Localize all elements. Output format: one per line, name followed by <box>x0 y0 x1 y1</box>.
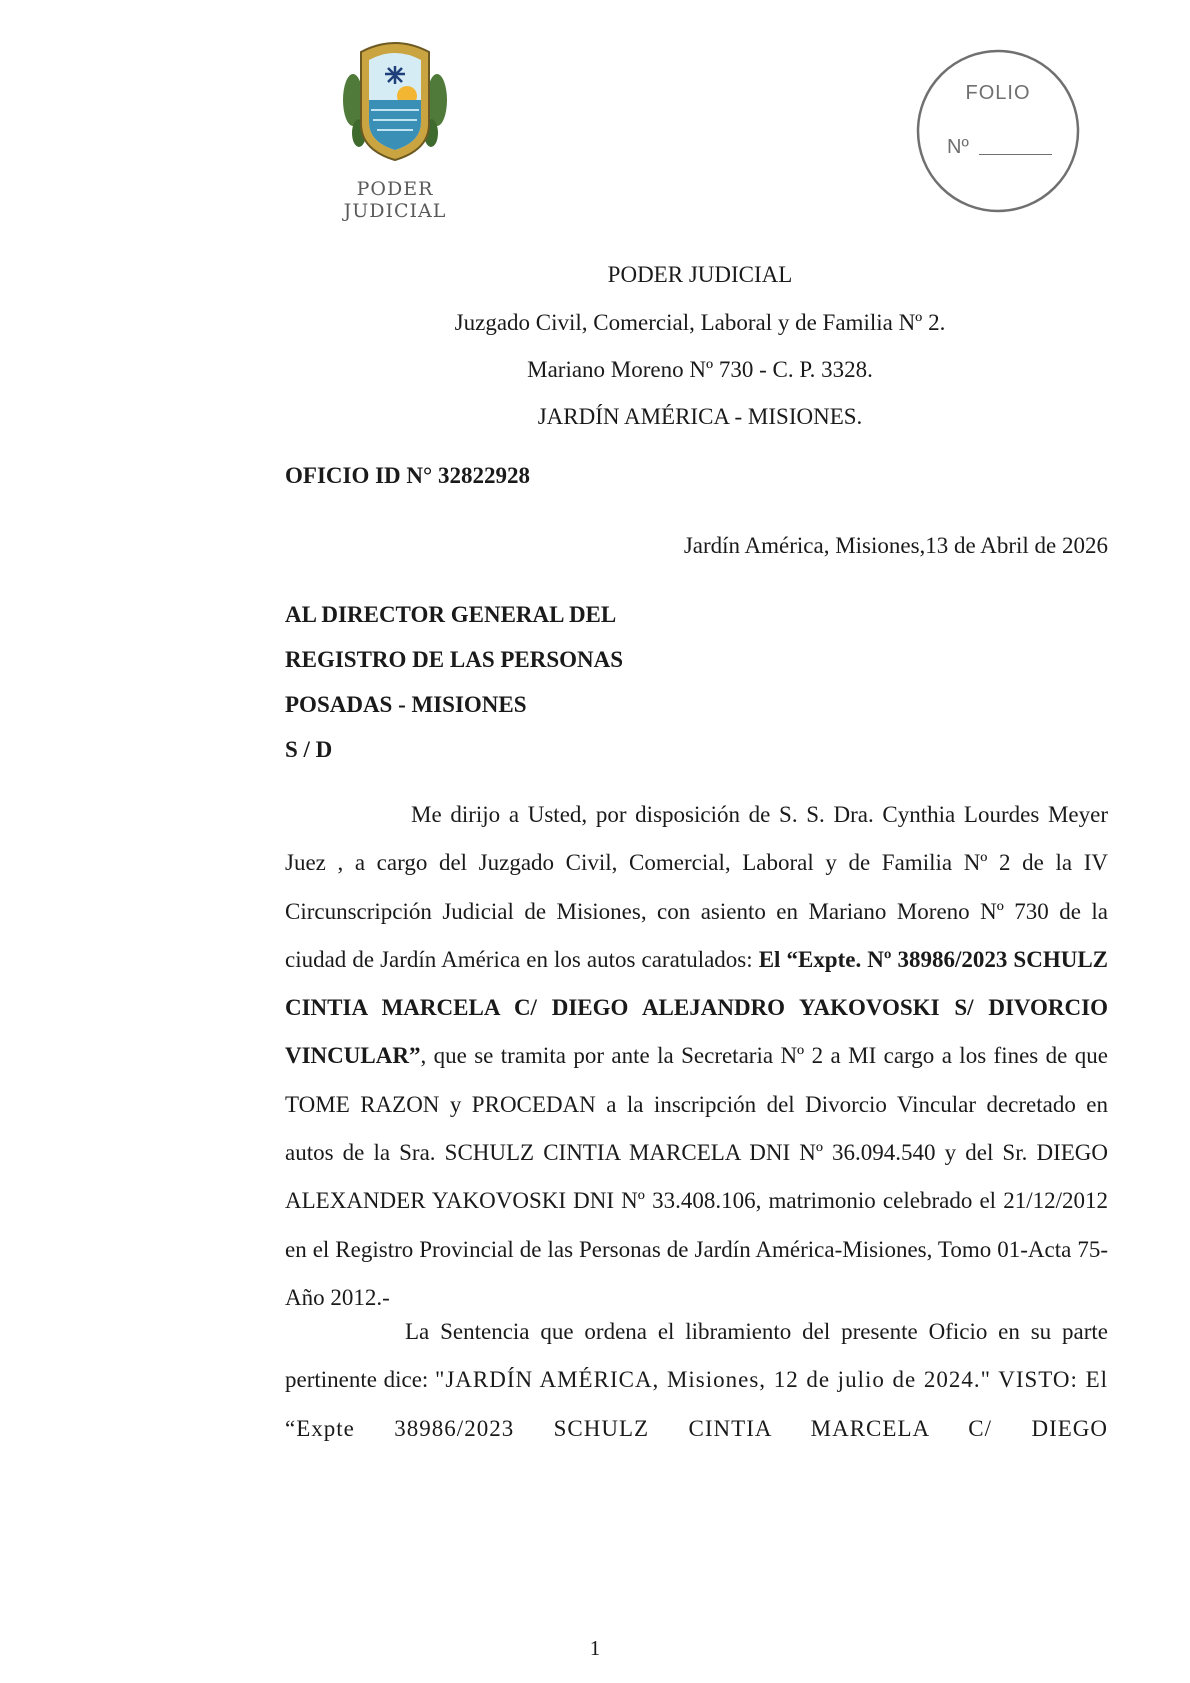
p2-text-b: "JARDÍN AMÉRICA, Misiones, 12 de julio de 2024." VISTO: El “Expte 38986/2023 SCHULZ CINTIA MARCELA C/ DIEGO <box>285 1367 1109 1441</box>
folio-label: FOLIO <box>965 82 1031 104</box>
folio-circle-icon <box>913 46 1083 216</box>
body-paragraph-2 <box>285 1308 1108 1453</box>
court-line-3: Mariano Moreno Nº 730 - C. P. 3328. <box>527 357 873 382</box>
oficio-id: OFICIO ID N° 32822928 <box>285 463 530 488</box>
provincia-seal-icon <box>341 38 449 168</box>
recipient-line-4: S / D <box>285 737 333 762</box>
court-line-4: JARDÍN AMÉRICA - MISIONES. <box>537 404 863 429</box>
folio-number-label: Nº <box>947 136 969 158</box>
folio-stamp <box>913 46 1083 216</box>
p1-text-b: , que se tramita por ante la Secretaria Nº 2 a MI cargo a los fines de que TOME RAZON y PROCEDAN a la inscripción del Divorcio Vincular decretado en autos de la Sra. SCHULZ CINTIA MARCELA DNI Nº 36.094.540 y del Sr. DIEGO ALEXANDER YAKOVOSKI DNI Nº 33.408.106, matrimonio celebrado el 21/12/2012 en el Registro Provincial de las Personas de Jardín América-Misiones, Tomo 01-Acta 75-Año 2012.- <box>285 1043 1108 1310</box>
logo-caption: PODER JUDICIAL <box>343 178 447 222</box>
court-line-2: Juzgado Civil, Comercial, Laboral y de Familia Nº 2. <box>454 310 946 335</box>
p2-text-a: La Sentencia que ordena el libramiento del presente Oficio en su parte pertinente dice: <box>285 1319 1108 1393</box>
court-line-1: PODER JUDICIAL <box>607 262 793 287</box>
body-paragraph-1 <box>285 791 1108 1322</box>
recipient-line-3: POSADAS - MISIONES <box>285 692 527 717</box>
page-number: 1 <box>589 1636 601 1660</box>
expediente-title: El “Expte. Nº 38986/2023 SCHULZ CINTIA MARCELA C/ DIEGO ALEJANDRO YAKOVOSKI S/ DIVORCIO VINCULAR” <box>285 946 1109 1069</box>
date-line: Jardín América, Misiones,13 de Abril de 2026 <box>683 533 1108 558</box>
recipient-line-1: AL DIRECTOR GENERAL DEL <box>285 602 617 627</box>
recipient-line-2: REGISTRO DE LAS PERSONAS <box>285 647 624 672</box>
poder-judicial-logo <box>305 38 485 222</box>
p1-text-a: Me dirijo a Usted, por disposición de S. S. Dra. Cynthia Lourdes Meyer Juez , a cargo del Juzgado Civil, Comercial, Laboral y de Familia Nº 2 de la IV Circunscripción Judicial de Misiones, con asiento en Mariano Moreno Nº 730 de la ciudad de Jardín América en los autos caratulados: <box>285 802 1108 972</box>
folio-number-line <box>979 154 1052 155</box>
